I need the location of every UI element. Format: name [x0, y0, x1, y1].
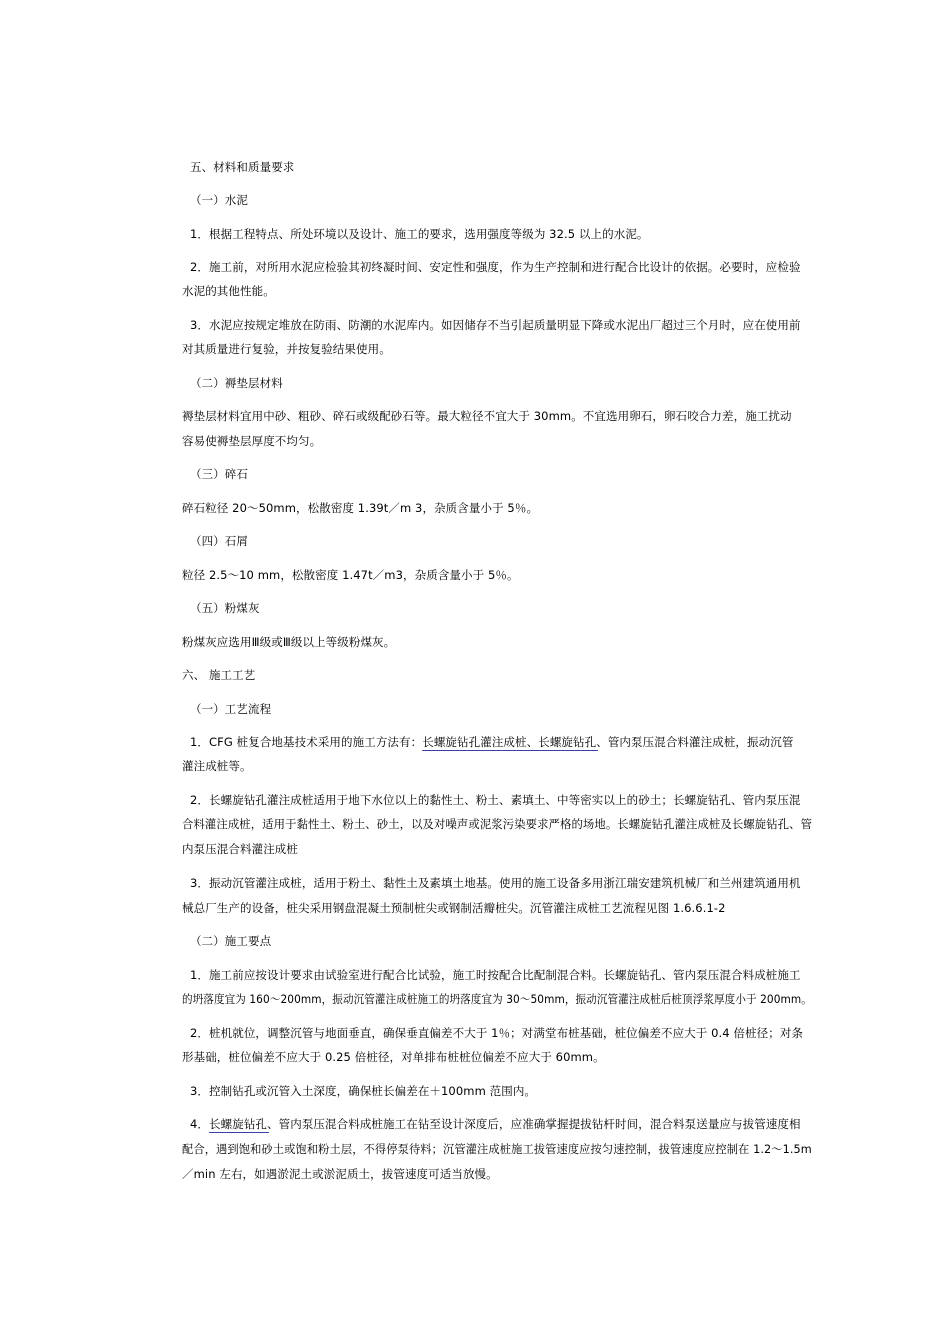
- paragraph-line: 水泥的其他性能。: [182, 284, 275, 298]
- paragraph-line: ／min 左右，如遇淤泥土或淤泥质土，拔管速度可适当放慢。: [182, 1167, 498, 1181]
- subheading-gravel: （三）碎石: [190, 467, 248, 481]
- paragraph-line: 褥垫层材料宜用中砂、粗砂、碎石或级配砂石等。最大粒径不宜大于 30mm。不宜选用卵石，卵石咬合力差，施工扰动: [182, 409, 792, 423]
- text-run: 4．: [190, 1117, 210, 1131]
- paragraph-line: [190, 735, 793, 749]
- paragraph-line: 的坍落度宜为 160～200mm，振动沉管灌注成桩施工的坍落度宜为 30～50mm，振动沉管灌注成桩后桩顶浮浆厚度小于 200mm。: [182, 992, 812, 1006]
- underlined-text: 长螺旋钻孔灌注成桩、长螺旋钻孔: [422, 735, 597, 749]
- text-run: 1．CFG 桩复合地基技术采用的施工方法有：: [190, 735, 423, 749]
- paragraph-line: 3．水泥应按规定堆放在防雨、防潮的水泥库内。如因储存不当引起质量明显下降或水泥出厂超过三个月时，应在使用前: [190, 318, 801, 332]
- paragraph-line: 灌注成桩等。: [182, 759, 252, 773]
- text-run: 、管内泵压混合料灌注成桩，振动沉管: [596, 735, 794, 749]
- paragraph-line: 2．长螺旋钻孔灌注成桩适用于地下水位以上的黏性土、粉土、素填土、中等密实以上的砂土；长螺旋钻孔、管内泵压混: [190, 793, 801, 807]
- section-heading-materials: 五、材料和质量要求: [190, 160, 295, 174]
- paragraph-line: 配合，遇到饱和砂土或饱和粉土层，不得停泵待料；沉管灌注成桩施工拔管速度应按匀速控制，拔管速度应控制在 1.2～1.5m: [182, 1142, 812, 1156]
- paragraph-line: 1．施工前应按设计要求由试验室进行配合比试验，施工时按配合比配制混合料。长螺旋钻孔、管内泵压混合料成桩施工: [190, 968, 801, 982]
- subheading-cushion: （二）褥垫层材料: [190, 376, 283, 390]
- paragraph-line: 粒径 2.5～10 mm，松散密度 1.47t／m3，杂质含量小于 5％。: [182, 568, 519, 582]
- paragraph-line: 碎石粒径 20～50mm，松散密度 1.39t／m 3，杂质含量小于 5％。: [182, 501, 539, 515]
- paragraph-line: 2．桩机就位，调整沉管与地面垂直，确保垂直偏差不大于 1％；对满堂布桩基础，桩位偏差不应大于 0.4 倍桩径；对条: [190, 1026, 804, 1040]
- text-run: 、管内泵压混合料成桩施工在钻至设计深度后，应准确掌握提拔钻杆时间，混合料泵送量应与拔管速度相: [267, 1117, 801, 1131]
- paragraph-line: 3．控制钻孔或沉管入土深度，确保桩长偏差在＋100mm 范围内。: [190, 1084, 537, 1098]
- paragraph-line: 合料灌注成桩，适用于黏性土、粉土、砂土，以及对噪声或泥浆污染要求严格的场地。长螺旋钻孔灌注成桩及长螺旋钻孔、管: [182, 817, 813, 831]
- paragraph-line: 对其质量进行复验，并按复验结果使用。: [182, 342, 391, 356]
- paragraph-line: [190, 1117, 801, 1131]
- paragraph-line: 3．振动沉管灌注成桩，适用于粉土、黏性土及素填土地基。使用的施工设备多用浙江瑞安建筑机械厂和兰州建筑通用机: [190, 876, 801, 890]
- subheading-key-points: （二）施工要点: [190, 934, 272, 948]
- subheading-flow: （一）工艺流程: [190, 702, 272, 716]
- paragraph-line: 形基础，桩位偏差不应大于 0.25 倍桩径，对单排布桩桩位偏差不应大于 60mm。: [182, 1050, 605, 1064]
- paragraph-line: 粉煤灰应选用Ⅲ级或Ⅲ级以上等级粉煤灰。: [182, 635, 396, 649]
- paragraph-line: 2．施工前，对所用水泥应检验其初终凝时间、安定性和强度，作为生产控制和进行配合比设计的依据。必要时，应检验: [190, 260, 801, 274]
- section-heading-process: 六、 施工工艺: [182, 668, 256, 682]
- underlined-text: 长螺旋钻孔: [209, 1117, 268, 1131]
- paragraph-line: 容易使褥垫层厚度不均匀。: [182, 434, 322, 448]
- paragraph-line: 械总厂生产的设备，桩尖采用钢盘混凝土预制桩尖或钢制活瓣桩尖。沉管灌注成桩工艺流程见图 1.6.6.1-2: [182, 901, 726, 915]
- paragraph-line: 内泵压混合料灌注成桩: [182, 842, 298, 856]
- paragraph-line: 1．根据工程特点、所处环境以及设计、施工的要求，选用强度等级为 32.5 以上的水泥。: [190, 227, 649, 241]
- subheading-fly-ash: （五）粉煤灰: [190, 601, 260, 615]
- subheading-stone-chips: （四）石屑: [190, 534, 248, 548]
- subheading-cement: （一）水泥: [190, 193, 248, 207]
